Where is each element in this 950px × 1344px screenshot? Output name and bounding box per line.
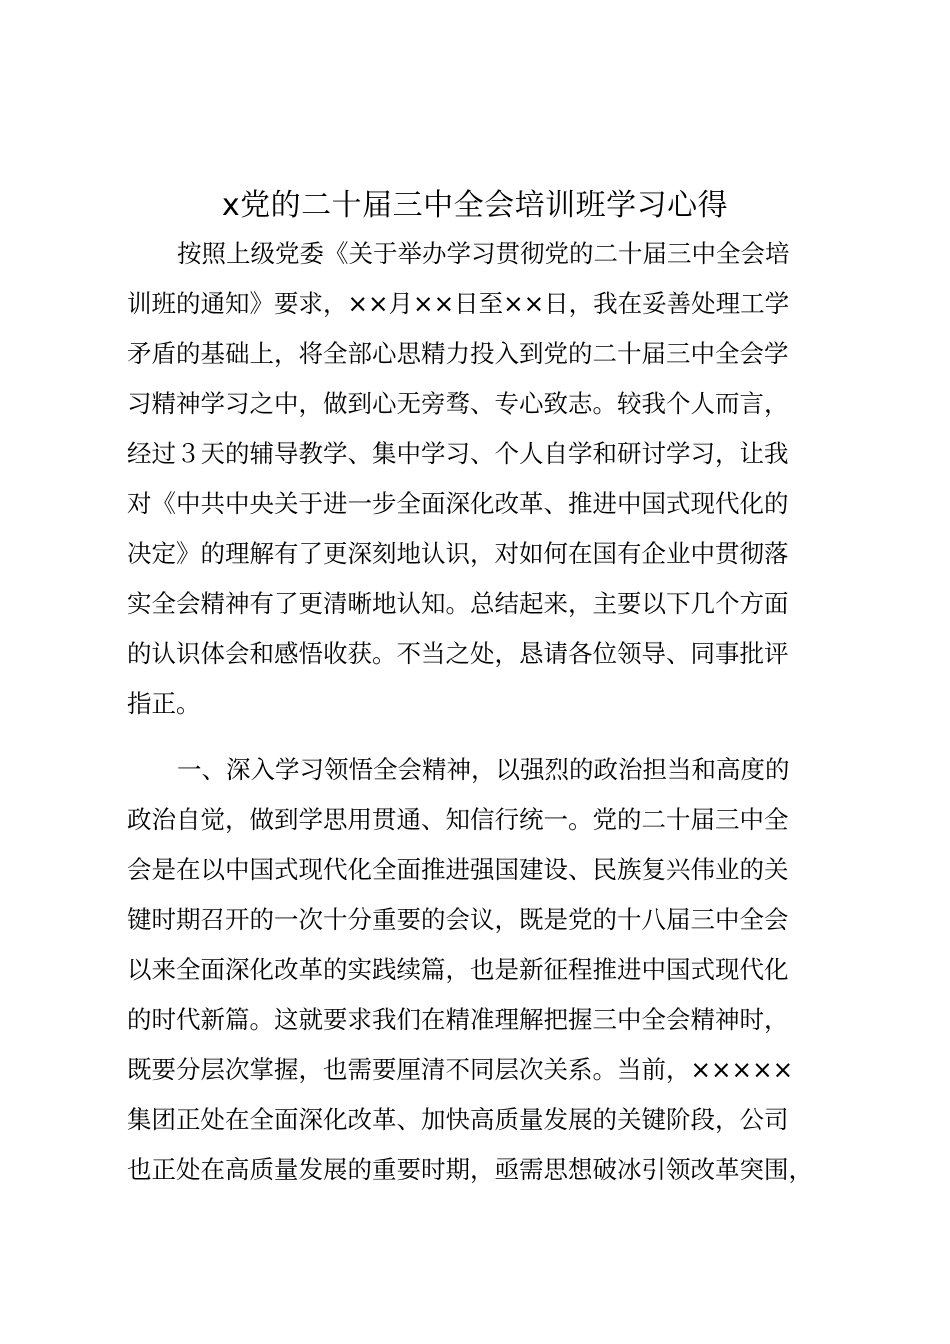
text-line: 的时代新篇。这就要求我们在精准理解把握三中全会精神时， bbox=[127, 1005, 789, 1034]
text-line: 集团正处在全面深化改革、加快高质量发展的关键阶段，公司 bbox=[127, 1105, 789, 1134]
paragraph-section-one bbox=[127, 745, 831, 1195]
text-line: 会是在以中国式现代化全面推进强国建设、民族复兴伟业的关 bbox=[127, 855, 789, 884]
text-line: 实全会精神有了更清晰地认知。总结起来，主要以下几个方面 bbox=[127, 589, 789, 618]
text-line: 也正处在高质量发展的重要时期，亟需思想破冰引领改革突围， bbox=[127, 1155, 813, 1184]
text-line: 训班的通知》要求，××月××日至××日，我在妥善处理工学 bbox=[127, 289, 790, 318]
section-heading-line: 一、深入学习领悟全会精神，以强烈的政治担当和高度的 bbox=[177, 755, 790, 784]
text-line: 习精神学习之中，做到心无旁骛、专心致志。较我个人而言， bbox=[127, 389, 789, 418]
document-title: x党的二十届三中全会培训班学习心得 bbox=[221, 188, 729, 223]
text-line: 经过３天的辅导教学、集中学习、个人自学和研讨学习，让我 bbox=[127, 439, 789, 468]
paragraph-intro bbox=[127, 229, 831, 729]
text-line: 决定》的理解有了更深刻地认识，对如何在国有企业中贯彻落 bbox=[127, 539, 789, 568]
text-line: 矛盾的基础上，将全部心思精力投入到党的二十届三中全会学 bbox=[127, 339, 789, 368]
text-line: 对《中共中央关于进一步全面深化改革、推进中国式现代化的 bbox=[127, 489, 789, 518]
text-line: 指正。 bbox=[127, 689, 201, 718]
text-line: 政治自觉，做到学思用贯通、知信行统一。党的二十届三中全 bbox=[127, 805, 789, 834]
text-line: 以来全面深化改革的实践续篇，也是新征程推进中国式现代化 bbox=[127, 955, 789, 984]
text-line: 的认识体会和感悟收获。不当之处，恳请各位领导、同事批评 bbox=[127, 639, 789, 668]
paragraph-spacing bbox=[127, 729, 831, 745]
document-body bbox=[127, 229, 831, 1195]
text-line: 既要分层次掌握，也需要厘清不同层次关系。当前，××××× bbox=[127, 1055, 794, 1084]
text-line: 键时期召开的一次十分重要的会议，既是党的十八届三中全会 bbox=[127, 905, 789, 934]
text-line: 按照上级党委《关于举办学习贯彻党的二十届三中全会培 bbox=[177, 239, 790, 268]
